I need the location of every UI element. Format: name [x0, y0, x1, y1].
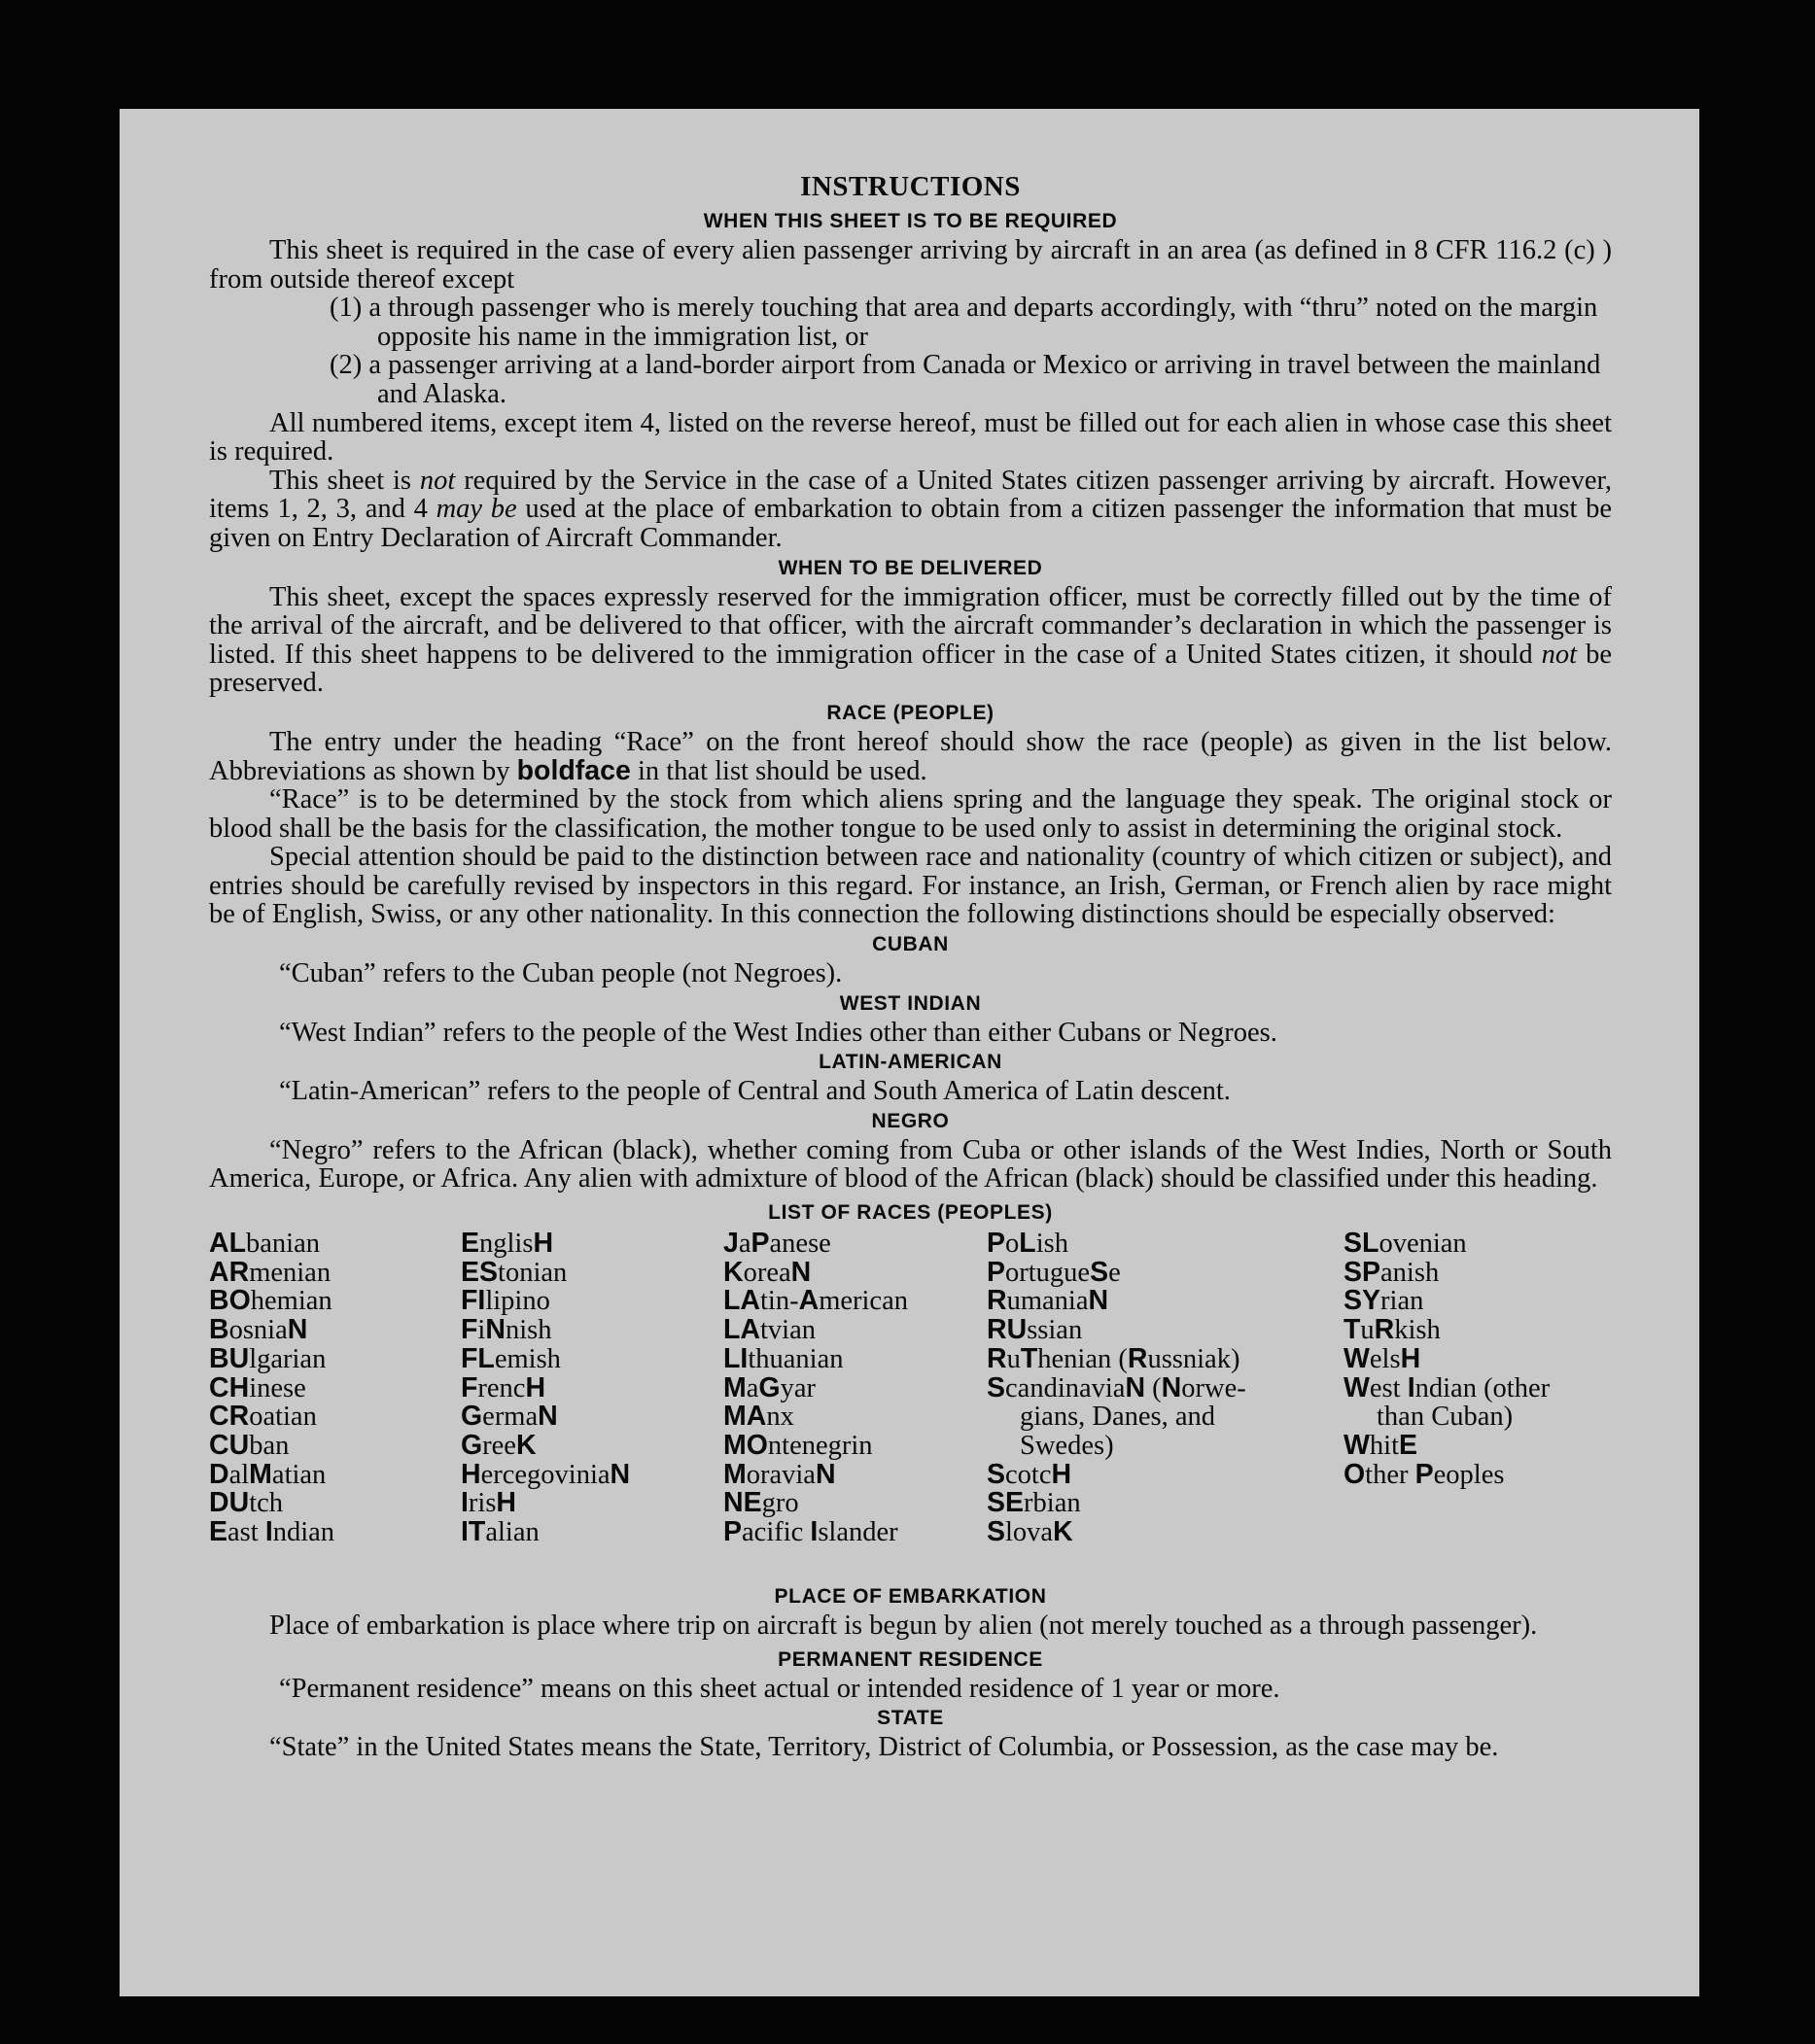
race-entry: NEgro — [723, 1487, 799, 1519]
race-entry: BOhemian — [209, 1285, 332, 1317]
when-delivered-heading: WHEN TO BE DELIVERED — [778, 556, 1043, 579]
race-entry: FiNnish — [461, 1314, 552, 1346]
race-entry: PoLish — [987, 1228, 1068, 1260]
race-entry-continuation: Swedes) — [1020, 1430, 1114, 1461]
race-entry: CUban — [209, 1429, 290, 1461]
race-entry: ITalian — [461, 1516, 540, 1548]
permanent-residence-text: “Permanent residence” means on this sheet actual or intended residence of 1 year or more. — [279, 1673, 1280, 1704]
race-entry: RumaniaN — [987, 1285, 1109, 1317]
race-paragraph-3: Special attention should be paid to the distinction between race and nationality (country of which citizen or subject), and entries should be carefully revised by inspectors in this regard. For instance, an Irish, German, or French alien by race might be of English, Swiss, or any other nationality. In this connection the following distinctions should be especially observed: — [209, 842, 1612, 930]
race-entry: PortugueSe — [987, 1256, 1121, 1288]
west-indian-heading: WEST INDIAN — [839, 991, 982, 1015]
place-of-embarkation-heading: PLACE OF EMBARKATION — [774, 1585, 1047, 1609]
race-entry: BosniaN — [209, 1314, 308, 1346]
cuban-text: “Cuban” refers to the Cuban people (not Negroes). — [279, 958, 843, 989]
race-entry: MoraviaN — [723, 1458, 836, 1490]
race-entry: JaPanese — [723, 1228, 831, 1260]
race-entry: IrisH — [461, 1487, 517, 1519]
state-text: “State” in the United States means the State, Territory, District of Columbia, or Possession, as the case may be. — [269, 1732, 1499, 1763]
numbered-items-paragraph: All numbered items, except item 4, listed on the reverse hereof, must be filled out for each alien in whose case this sheet is required. — [209, 407, 1612, 468]
state-heading: STATE — [877, 1707, 944, 1730]
races-column-4 — [987, 1230, 1246, 1547]
race-entry: EStonian — [461, 1256, 568, 1288]
race-entry: ARmenian — [209, 1256, 332, 1288]
when-delivered-paragraph: This sheet, except the spaces expressly reserved for the immigration officer, must be correctly filled out by the time of the arrival of the aircraft, and be delivered to that officer, with the aircraft commander’s declaration in which the passenger is listed. If this sheet happens to be delivered to the immigration officer in the case of a United States citizen, it should not be preserved. — [209, 581, 1612, 699]
race-entry-continuation: gians, Danes, and — [1020, 1402, 1216, 1433]
race-entry: West Indian (other — [1344, 1371, 1551, 1403]
race-entry: LAtvian — [723, 1314, 817, 1346]
cuban-heading: CUBAN — [872, 933, 949, 956]
race-entry: WelsH — [1344, 1342, 1421, 1374]
negro-text: “Negro” refers to the African (black), whether coming from Cuba or other islands of the West Indies, North or South America, Europe, or Africa. Any alien with admixture of blood of the African (black) should be classified under this heading. — [209, 1134, 1612, 1195]
exception-item-1: (1) a through passenger who is merely touching that area and departs accordingly, with “thru” noted on the margin opposite his name in the immigration list, or — [330, 293, 1598, 352]
race-entry: GermaN — [461, 1401, 558, 1433]
when-required-heading: WHEN THIS SHEET IS TO BE REQUIRED — [703, 210, 1118, 232]
list-of-races — [209, 1230, 1612, 1581]
race-heading: RACE (PEOPLE) — [826, 701, 995, 724]
race-entry: HercegoviniaN — [461, 1458, 631, 1490]
race-entry-continuation: than Cuban) — [1377, 1402, 1514, 1433]
when-required-intro: This sheet is required in the case of every alien passenger arriving by aircraft in an area (as defined in 8 CFR 116.2 (c) ) from outside thereof except — [209, 235, 1612, 294]
race-paragraph-1: The entry under the heading “Race” on the front hereof should show the race (people) as given in the list below. Abbreviations as shown by boldface in that list should be used. — [209, 726, 1612, 786]
race-entry: LAtin-American — [723, 1285, 908, 1317]
races-column-3 — [723, 1230, 908, 1547]
instructions-content — [209, 167, 1612, 1762]
race-entry: BUlgarian — [209, 1342, 327, 1374]
race-entry: DUtch — [209, 1487, 284, 1519]
race-entry: RUssian — [987, 1314, 1083, 1346]
race-entry: SlovaK — [987, 1516, 1073, 1548]
race-entry: Pacific Islander — [723, 1516, 898, 1548]
race-entry: MOntenegrin — [723, 1429, 873, 1461]
races-column-2 — [461, 1230, 630, 1547]
citizen-paragraph: This sheet is not required by the Service in the case of a United States citizen passenger arriving by aircraft. However, items 1, 2, 3, and 4 may be used at the place of embarkation to obtain from a citizen passenger the information that must be given on Entry Declaration of Aircraft Commander. — [209, 465, 1612, 553]
race-entry: FLemish — [461, 1342, 561, 1374]
race-entry: DalMatian — [209, 1458, 327, 1490]
latin-american-heading: LATIN-AMERICAN — [819, 1051, 1002, 1074]
race-paragraph-2: “Race” is to be determined by the stock from which aliens spring and the language they speak. The original stock or blood shall be the basis for the classification, the mother tongue to be used only to assist in determining the original stock. — [209, 784, 1612, 844]
latin-american-text: “Latin-American” refers to the people of Central and South America of Latin descent. — [279, 1076, 1231, 1107]
form-sheet — [120, 109, 1699, 1996]
place-of-embarkation-text: Place of embarkation is place where trip on aircraft is begun by alien (not merely touched as a through passenger). — [269, 1611, 1538, 1642]
race-entry: MAnx — [723, 1401, 794, 1433]
permanent-residence-heading: PERMANENT RESIDENCE — [778, 1647, 1043, 1671]
races-column-1 — [209, 1230, 334, 1547]
race-entry: CRoatian — [209, 1401, 317, 1433]
race-entry: EnglisH — [461, 1228, 554, 1260]
race-entry: East Indian — [209, 1516, 335, 1548]
race-entry: FrencH — [461, 1371, 546, 1403]
race-entry: RuThenian (Russniak) — [987, 1342, 1240, 1374]
negro-heading: NEGRO — [871, 1109, 950, 1132]
race-entry: SLovenian — [1344, 1228, 1467, 1260]
list-of-races-heading: LIST OF RACES (PEOPLES) — [768, 1201, 1053, 1225]
race-entry: WhitE — [1344, 1429, 1418, 1461]
race-entry: CHinese — [209, 1371, 306, 1403]
instructions-title: INSTRUCTIONS — [800, 171, 1021, 202]
race-entry: ALbanian — [209, 1228, 320, 1260]
race-entry: ScandinaviaN (Norwe- — [987, 1371, 1246, 1403]
races-column-5 — [1344, 1230, 1550, 1489]
race-entry: SYrian — [1344, 1285, 1424, 1317]
west-indian-text: “West Indian” refers to the people of the West Indies other than either Cubans or Negroes. — [279, 1017, 1277, 1048]
race-entry: TuRkish — [1344, 1314, 1441, 1346]
race-entry: SPanish — [1344, 1256, 1440, 1288]
race-entry: ScotcH — [987, 1458, 1072, 1490]
race-entry: SErbian — [987, 1487, 1081, 1519]
race-entry: FIlipino — [461, 1285, 550, 1317]
race-entry: LIthuanian — [723, 1342, 844, 1374]
race-entry: KoreaN — [723, 1256, 812, 1288]
exception-item-2: (2) a passenger arriving at a land-border airport from Canada or Mexico or arriving in travel between the mainland and Alaska. — [330, 350, 1601, 409]
race-entry: GreeK — [461, 1429, 537, 1461]
race-entry: MaGyar — [723, 1371, 816, 1403]
race-entry: Other Peoples — [1344, 1458, 1505, 1490]
